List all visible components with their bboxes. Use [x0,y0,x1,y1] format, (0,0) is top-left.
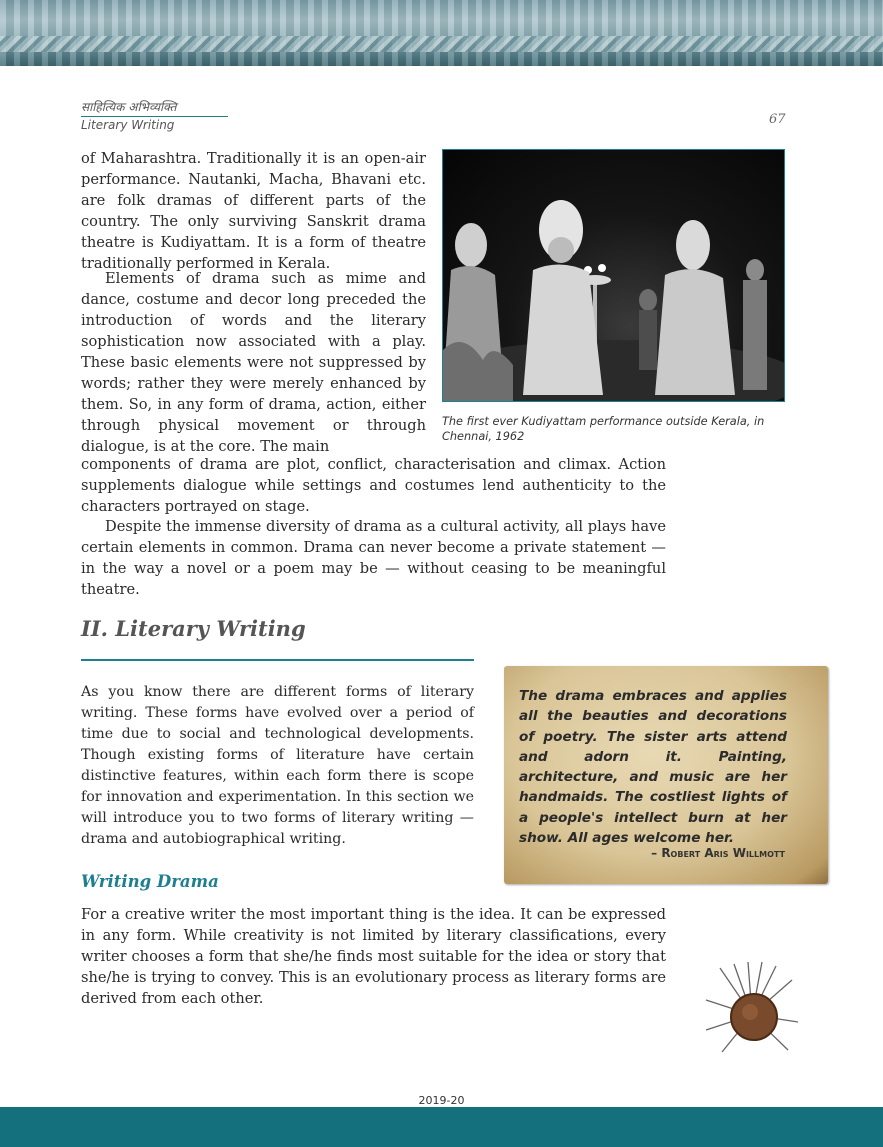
paragraph-4: Despite the immense diversity of drama as a cultural activity, all plays have certain elements in common. Drama can never become a private statement — in the way a novel or a poem may be — without ceasing to be meaningful theatre. [81,518,666,598]
photo-caption: The first ever Kudiyattam performance outside Kerala, in Chennai, 1962 [442,415,765,443]
footer-bar [0,1107,883,1147]
subheading-writing-drama: Writing Drama [81,872,219,891]
paragraph-2: Elements of drama such as mime and dance, costume and decor long preceded the introduction of words and the literary sophistication now associated with a play. These basic elements were not suppressed by words; rather they were merely enhanced by them. So, in any form of drama, action, either through physical movement or through dialogue, is at the core. The main [81,270,426,455]
hindi-title: साहित्यिक अभिव्यक्ति [81,100,177,114]
running-head-english: Literary Writing [81,118,175,132]
paragraph-6: For a creative writer the most important thing is the idea. It can be expressed in any form. While creativity is not limited by literary classifications, every writer chooses a form that she/he finds most suitable for the idea or story that she/he is trying to convey. This is an evolutionary process as literary forms are derived from each other. [81,906,666,1007]
running-head-hindi [81,96,228,117]
decorative-banner [0,0,883,66]
section-divider [81,659,474,661]
paragraph-1: of Maharashtra. Traditionally it is an open-air performance. Nautanki, Macha, Bhavani etc. are folk dramas of different parts of the country. The only surviving Sanskrit drama theatre is Kudiyattam. It is a form of theatre traditionally performed in Kerala. [81,150,426,272]
section-title: II. Literary Writing [81,616,306,641]
paragraph-3: components of drama are plot, conflict, characterisation and climax. Action supplements dialogue while settings and costumes lend authenticity to the characters portrayed on stage. [81,456,666,515]
paragraph-5: As you know there are different forms of literary writing. These forms have evolved over a period of time due to social and technological developments. Though existing forms of literature have certain distinctive features, within each form there is scope for innovation and experimentation. In this section we will introduce you to two forms of literary writing — drama and autobiographical writing. [81,684,474,847]
shield-and-spears-icon [702,960,802,1056]
quote-text: The drama embraces and applies all the beauties and decorations of poetry. The sister arts attend and adorn it. Painting, architecture, and music are her handmaids. The costliest lights of a people's intellect burn at her show. All ages welcome her. [519,688,787,847]
quote-author: – Robert Aris Willmott [651,846,785,860]
page-number: 67 [769,112,786,127]
banner-pattern [0,36,883,52]
footer-year: 2019-20 [418,1094,465,1107]
kudiyattam-photo [442,149,785,402]
